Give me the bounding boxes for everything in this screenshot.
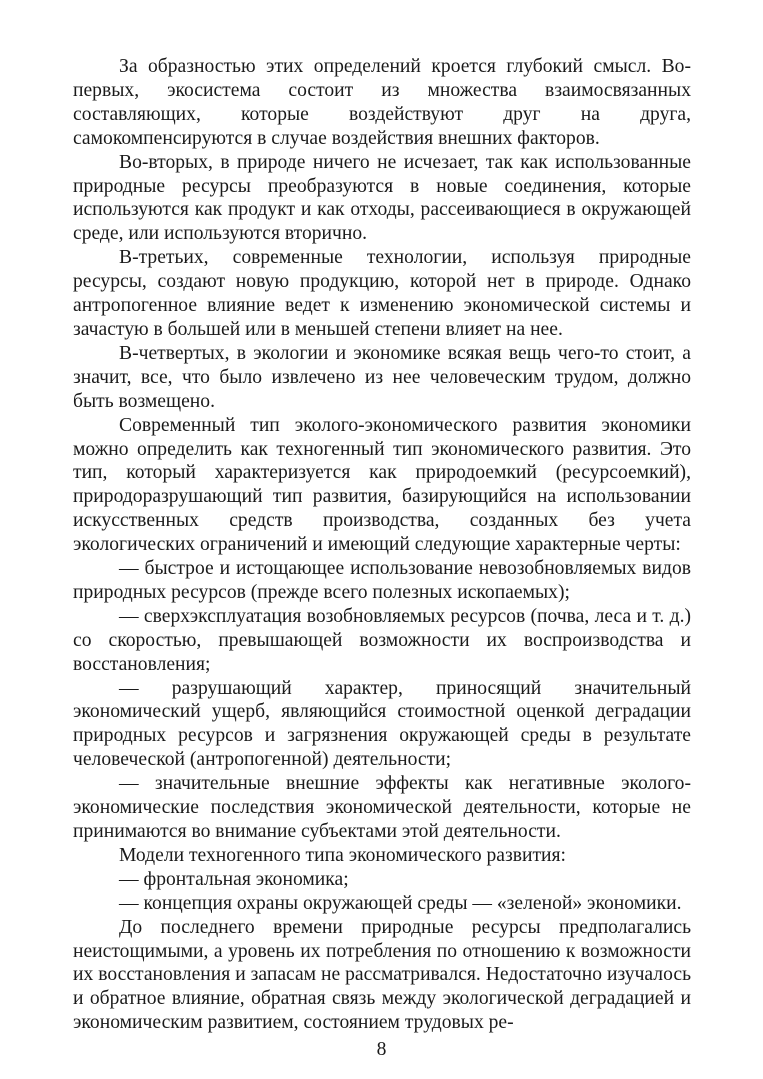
paragraph-4: В-четвертых, в экологии и экономике всякая вещь чего-то стоит, а значит, все, что было извлечено из нее человеческим трудом, должно быть возмещено.	[73, 342, 691, 412]
list-item-6: — концепция охраны окружающей среды — «зеленой» экономики.	[119, 892, 682, 914]
paragraph-1: За образностью этих определений кроется глубокий смысл. Во-первых, экосистема состоит из множества взаимосвязанных составляющих, которые воздействуют друг на друга, самокомпенсируются в случае воздействия внешних факторов.	[73, 56, 691, 149]
list-item-2: — сверхэксплуатация возобновляемых ресурсов (почва, леса и т. д.) со скоростью, превышающей возможности их воспроизводства и восстановления;	[73, 605, 691, 675]
page-text	[73, 55, 691, 1035]
page-number: 8	[376, 1039, 387, 1060]
paragraph-2: Во-вторых, в природе ничего не исчезает, так как использованные природные ресурсы преобразуются в новые соединения, которые используются как продукт и как отходы, рассеивающиеся в окружающей среде, или используются вторично.	[73, 151, 691, 245]
paragraph-7: До последнего времени природные ресурсы предполагались неистощимыми, а уровень их потребления по отношению к возможности их восстановления и запасам не рассматривался. Недостаточно изучалось и обратное влияние, обратная связь между экологической деградацией и экономическим развитием, состоянием трудовых ре-	[73, 916, 691, 1034]
list-item-3: — разрушающий характер, приносящий значительный экономический ущерб, являющийся стоимостной оценкой деградации природных ресурсов и загрязнения окружающей среды в результате человеческой (антропогенной) деятельности;	[73, 677, 691, 771]
paragraph-6: Модели техногенного типа экономического развития:	[119, 844, 566, 866]
paragraph-3: В-третьих, современные технологии, используя природные ресурсы, создают новую продукцию, которой нет в природе. Однако антропогенное влияние ведет к изменению экономической системы и зачастую в большей или в меньшей степени влияет на нее.	[73, 247, 691, 340]
list-item-4: — значительные внешние эффекты как негативные эколого-экономические последствия экономической деятельности, которые не принимаются во внимание субъектами этой деятельности.	[73, 773, 691, 842]
list-item-1: — быстрое и истощающее использование невозобновляемых видов природных ресурсов (прежде всего полезных ископаемых);	[73, 558, 691, 603]
paragraph-5: Современный тип эколого-экономического развития экономики можно определить как техногенный тип экономического развития. Это тип, который характеризуется как природоемкий (ресурсоемкий), природоразрушающий тип развития, базирующийся на использовании искусственных средств производства, созданных без учета экологических ограничений и имеющий следующие характерные черты:	[73, 414, 691, 556]
list-item-5: — фронтальная экономика;	[119, 868, 349, 890]
